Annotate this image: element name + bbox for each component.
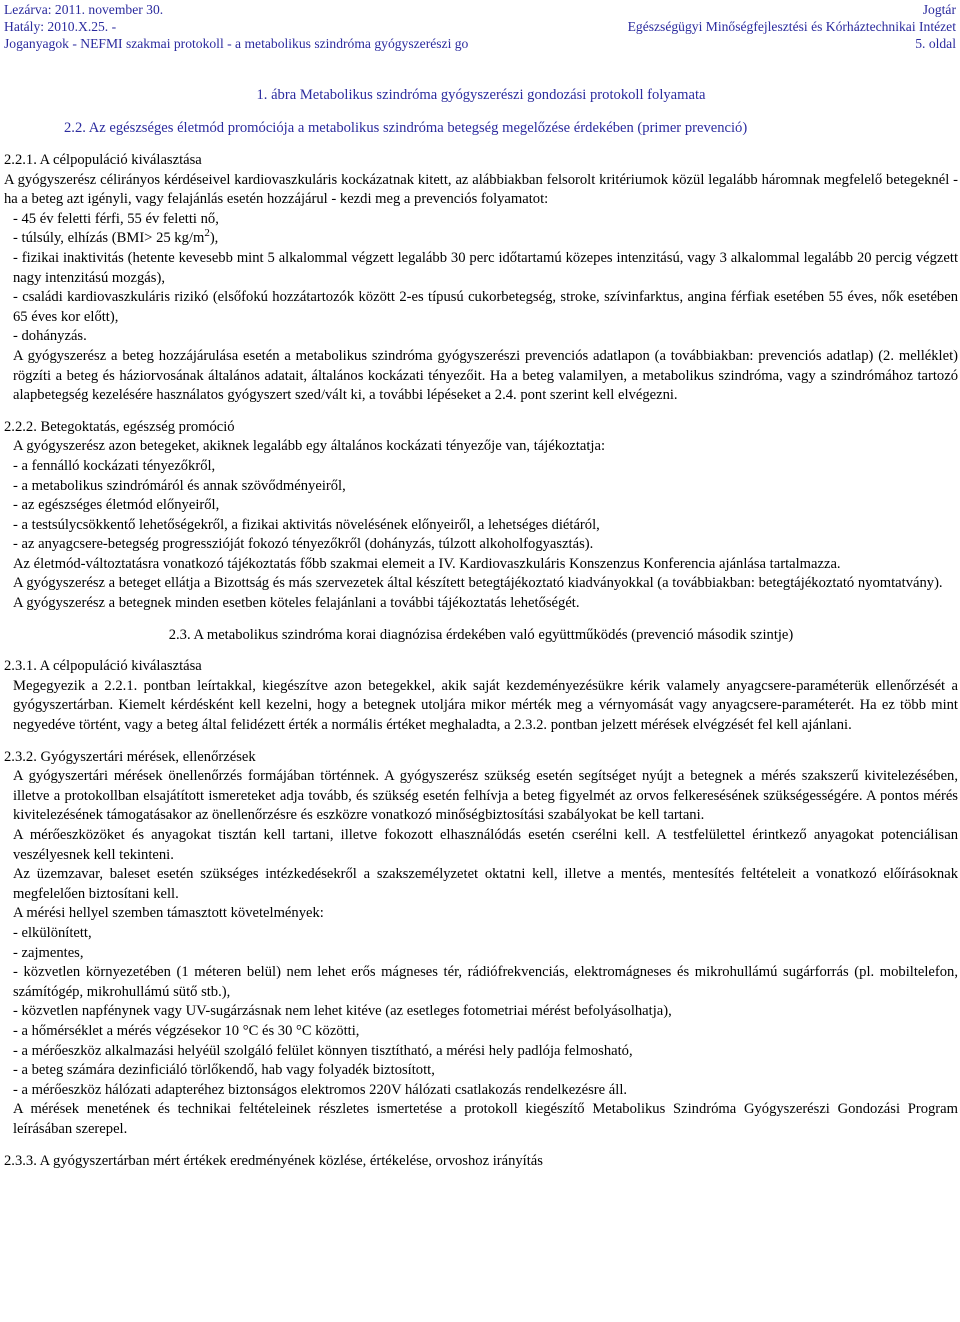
criteria-item-bmi: - túlsúly, elhízás (BMI> 25 $kg/m^2$), (13, 227, 219, 247)
criteria-item: - dohányzás. (13, 328, 87, 345)
criteria-item: - fizikai inaktivitás (hetente kevesebb mint 5 alkalommal végzett legalább 30 perc időtartamú közepes intenzitású, vagy 3 alkalommal legalább 20 percig végzett nagy intenzitású mozgás), (13, 249, 958, 286)
section-2-2-1-paragraph: A gyógyszerész a beteg hozzájárulása esetén a metabolikus szindróma gyógyszerészi prevenciós adatlapon (a továbbiakban: prevenciós adatlap) (2. melléklet) rögzíti a beteg és háziorvosának általános adatait, általános kockázati tényezőit. Ha a beteg valamilyen, a metabolikus szindróma, vagy a szindrómához tartozó alapbetegség kezelésére használatos gyógyszert szed/vált ki, a további lépéseket a 2.4. pont szerint kell elvégezni. (13, 347, 958, 404)
info-item: - a metabolikus szindrómáról és annak szövődményeiről, (13, 477, 346, 494)
section-2-3-3-title: 2.3.3. A gyógyszertárban mért értékek eredményének közlése, értékelése, orvoshoz irányítás (4, 1152, 543, 1169)
header-page-number: 5. oldal (915, 36, 956, 51)
info-item: - a fennálló kockázati tényezőkről, (13, 457, 216, 474)
header-institute: Egészségügyi Minőségfejlesztési és Kórháztechnikai Intézet (627, 19, 956, 34)
requirement-item: - közvetlen környezetében (1 méteren belül) nem lehet erős mágneses tér, rádiófrekvenciás, elektromágneses és mikrohullámú sugárforrás (pl. mobiltelefon, számítógép, mikrohullámú sütő stb.), (13, 964, 958, 1000)
document-body (4, 151, 958, 1171)
requirement-item: - zajmentes, (13, 944, 84, 961)
section-2-3-2-paragraph: Az üzemzavar, baleset esetén szükséges intézkedésekről a szakszemélyzetet oktatni kell, illetve a mentés, mentesítés feltételeit a vonatkozó előírásoknak megfelelően biztosítani kell. (13, 866, 958, 902)
section-2-2-2-intro: A gyógyszerész azon betegeket, akiknek legalább egy általános kockázati tényezője van, tájékoztatja: (13, 438, 606, 455)
requirements-intro: A mérési hellyel szemben támasztott követelmények: (13, 905, 324, 922)
section-2-3-2-title: 2.3.2. Gyógyszertári mérések, ellenőrzések (4, 748, 256, 765)
section-2-3-heading: 2.3. A metabolikus szindróma korai diagnózisa érdekében való együttműködés (prevenció második szintje) (168, 626, 794, 643)
section-2-3-1-paragraph: Megegyezik a 2.2.1. pontban leírtakkal, kiegészítve azon betegekkel, akik saját kezdeményezésükre kérik valamely anyagcsere-paraméterük ellenőrzését a gyógyszertárban. Kiemelt kérdésként kell kezelni, hogy a betegnek utoljára mikor mérték meg a vérnyomását vagy anyagcsere-paraméterét. Ha ez több mint negyedéve történt, vagy a beteg által felidézett érték a normális értéket meghaladta, a 2.3.2. pontban jelzett mérések elvégzését fel kell ajánlani. (13, 677, 958, 734)
requirement-item: - közvetlen napfénynek vagy UV-sugárzásnak nem lehet kitéve (az esetleges fotometriai mérést befolyásolhatja), (13, 1003, 672, 1020)
requirement-item: - a mérőeszköz hálózati adapteréhez biztonságos elektromos 220V hálózati csatlakozás rendelkezésre áll. (13, 1081, 628, 1098)
header-right (628, 1, 956, 52)
section-2-2-1-intro: A gyógyszerész célirányos kérdéseivel kardiovaszkuláris kockázatnak kitett, az alábbiakban felsorolt kritériumok közül legalább háromnak megfelelő betegeknél - ha a beteg azt igényli, vagy felajánlás esetén hozzájárul - kezdi meg a prevenciós folyamatot: (4, 171, 958, 208)
header-effective-date: Hatály: 2010.X.25. - (4, 19, 117, 34)
section-2-2-2-title: 2.2.2. Betegoktatás, egészség promóció (4, 418, 235, 435)
header-document-path: Joganyagok - NEFMI szakmai protokoll - a metabolikus szindróma gyógyszerészi go (4, 36, 469, 51)
info-item: - az egészséges életmód előnyeiről, (13, 497, 220, 514)
requirement-item: - a beteg számára dezinficiáló törlőkendő, hab vagy folyadék biztosított, (13, 1062, 435, 1079)
info-item: - az anyagcsere-betegség progresszióját fokozó tényezőkről (dohányzás, túlzott alkoholfogyasztás). (13, 536, 594, 553)
section-2-3-1-title: 2.3.1. A célpopuláció kiválasztása (4, 658, 202, 675)
section-2-3-2-paragraph: A gyógyszertári mérések önellenőrzés formájában történnek. A gyógyszerész szükség esetén segítséget nyújt a betegnek a mérés szakszerű kivitelezésében, illetve a protokollban elsajátított ismereteket adja tovább, és szükség esetén felhívja a beteg figyelmét az orvos felkeresésének szükségességére. A pontos mérés kivitelezésének támogatásakor az önellenőrzésre és eszközre vonatkozó minőségbiztosítási szabályokat be kell tartani. (13, 768, 958, 824)
section-2-3-2-paragraph: A mérések menetének és technikai feltételeinek részletes ismertetése a protokoll kiegészítő Metabolikus Szindróma Gyógyszerészi Gondozási Program leírásában szerepel. (13, 1101, 958, 1137)
criteria-item: - családi kardiovaszkuláris rizikó (elsőfokú hozzátartozók között 2-es típusú cukorbetegség, stroke, szívinfarktus, angina férfiak esetében 55 éves, nők esetében 65 éves kor előtt), (13, 289, 958, 325)
section-2-2-2-paragraph: A gyógyszerész a beteget ellátja a Bizottság és más szervezetek által készített betegtájékoztató kiadványokkal (a továbbiakban: betegtájékoztató nyomtatvány). (13, 575, 943, 592)
section-2-2-heading: 2.2. Az egészséges életmód promóciója a metabolikus szindróma betegség megelőzése érdekében (primer prevenció) (64, 120, 748, 136)
criteria-item: - 45 év feletti férfi, 55 év feletti nő, (13, 210, 219, 227)
header-publisher: Jogtár (922, 2, 956, 17)
requirement-item: - a mérőeszköz alkalmazási helyéül szolgáló felület könnyen tisztítható, a mérési hely padlója felmosható, (13, 1042, 633, 1059)
requirement-item: - elkülönített, (13, 924, 92, 941)
figure-caption: 1. ábra Metabolikus szindróma gyógyszerészi gondozási protokoll folyamata (256, 87, 706, 103)
header-left (4, 1, 468, 52)
info-item: - a testsúlycsökkentő lehetőségekről, a fizikai aktivitás növelésének előnyeiről, a lehetséges diétáról, (13, 516, 600, 533)
page-header (4, 0, 958, 58)
section-2-2-2-paragraph: Az életmód-változtatásra vonatkozó tájékoztatás főbb szakmai elemeit a IV. Kardiovaszkuláris Konszenzus Konferencia ajánlása tartalmazza. (13, 555, 841, 572)
section-2-2-2-paragraph: A gyógyszerész a betegnek minden esetben köteles felajánlani a további tájékoztatás lehetőségét. (13, 595, 580, 612)
header-closed-date: Lezárva: 2011. november 30. (4, 2, 164, 17)
section-2-3-2-paragraph: A mérőeszközöket és anyagokat tisztán kell tartani, illetve fokozott elhasználódás esetén cserélni kell. A testfelülettel érintkező anyagokat potenciálisan veszélyesnek kell tekinteni. (13, 827, 958, 863)
section-2-2-1-title: 2.2.1. A célpopuláció kiválasztása (4, 152, 202, 168)
requirement-item: - a hőmérséklet a mérés végzésekor 10 °C és 30 °C közötti, (13, 1022, 360, 1039)
document-page (4, 0, 958, 1169)
